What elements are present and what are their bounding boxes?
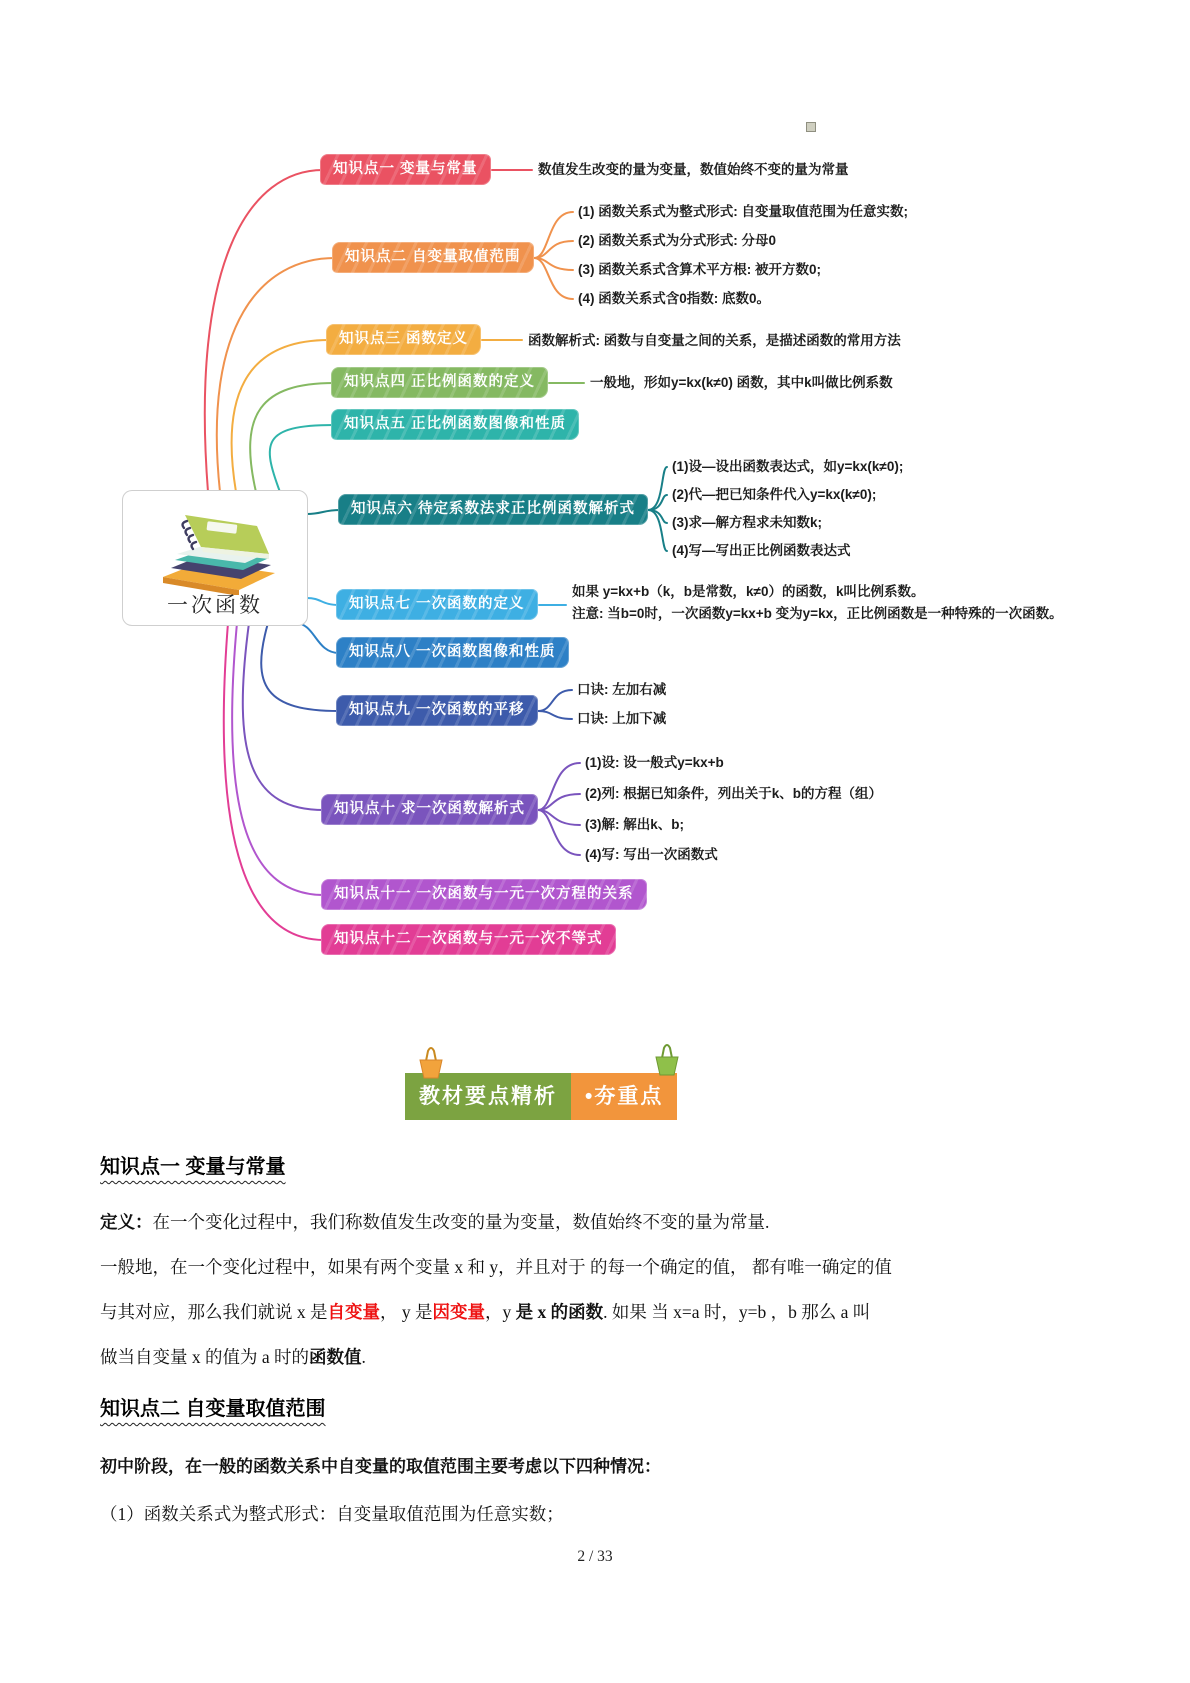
content-sections — [100, 1150, 1092, 1537]
mindmap-node: 知识点八 一次函数图像和性质 — [336, 637, 569, 668]
text-segment: （1）函数关系式为整式形式：自变量取值范围为任意实数； — [100, 1504, 564, 1524]
paragraph — [100, 1200, 1092, 1245]
mindmap-node: 知识点十二 一次函数与一元一次不等式 — [321, 924, 616, 955]
text-segment: 是 x 的函数 — [515, 1302, 604, 1322]
text-segment: 因变量 — [432, 1302, 485, 1322]
mindmap-node-detail: 如果 y=kx+b（k，b是常数，k≠0）的函数，k叫比例系数。 — [572, 584, 925, 599]
mindmap-node-detail: (4)写: 写出一次函数式 — [585, 847, 718, 862]
mindmap-node: 知识点九 一次函数的平移 — [336, 695, 538, 726]
text-segment: 做当自变量 x 的值为 a 时的 — [100, 1347, 310, 1367]
mindmap-node-detail: (2)列: 根据已知条件，列出关于k、b的方程（组） — [585, 786, 882, 801]
mindmap-node-detail: (4) 函数关系式含0指数: 底数0。 — [578, 291, 771, 306]
embedded-object-marker — [806, 122, 816, 132]
text-segment: ， y 是 — [380, 1302, 433, 1322]
text-segment: . 如果 当 x=a 时，y=b ，b 那么 a 叫 — [603, 1302, 871, 1322]
mindmap-node-detail: 函数解析式: 函数与自变量之间的关系，是描述函数的常用方法 — [528, 333, 901, 348]
mindmap-node-detail: (3)解: 解出k、b; — [585, 817, 684, 832]
mindmap-node-detail: (2) 函数关系式为分式形式: 分母0 — [578, 233, 777, 248]
mindmap-node-detail: (1)设: 设一般式y=kx+b — [585, 755, 724, 770]
paragraph — [100, 1335, 1092, 1380]
section-gap — [100, 1380, 1092, 1392]
mindmap-node: 知识点十 求一次函数解析式 — [321, 794, 538, 825]
text-segment: . — [361, 1347, 366, 1367]
mindmap-node-detail: (1) 函数关系式为整式形式: 自变量取值范围为任意实数; — [578, 204, 908, 219]
text-segment: ，y — [485, 1302, 516, 1322]
mindmap-node: 知识点七 一次函数的定义 — [336, 589, 538, 620]
page-number: 2 / 33 — [577, 1548, 613, 1565]
mindmap-node-detail: (3) 函数关系式含算术平方根: 被开方数0; — [578, 262, 821, 277]
mindmap-node: 知识点一 变量与常量 — [320, 154, 491, 185]
banner-left-text: 教材要点精析 — [405, 1073, 571, 1120]
paragraph — [100, 1442, 1092, 1492]
paragraph — [100, 1245, 1092, 1290]
mindmap-node-detail: 注意: 当b=0时，一次函数y=kx+b 变为y=kx，正比例函数是一种特殊的一次函数。 — [572, 606, 1063, 621]
mindmap-node: 知识点六 待定系数法求正比例函数解析式 — [338, 494, 648, 525]
mindmap-node-detail: 口诀: 左加右减 — [577, 682, 667, 697]
mindmap-node-detail: 一般地，形如y=kx(k≠0) 函数，其中k叫做比例系数 — [590, 375, 893, 390]
mindmap-node: 知识点四 正比例函数的定义 — [331, 367, 548, 398]
section-heading: 知识点一 变量与常量 — [100, 1156, 286, 1178]
banner-right-text: •夯重点 — [571, 1073, 677, 1120]
text-segment: 定义： — [100, 1212, 153, 1232]
mindmap-node-detail: (1)设—设出函数表达式，如y=kx(k≠0); — [672, 459, 904, 474]
mindmap-root-label: 一次函数 — [167, 594, 263, 617]
mindmap-node-detail: 数值发生改变的量为变量，数值始终不变的量为常量 — [538, 162, 849, 177]
mindmap-root-node — [122, 490, 308, 626]
text-segment: 在一个变化过程中，我们称数值发生改变的量为变量，数值始终不变的量为常量. — [152, 1212, 770, 1232]
paragraph — [100, 1290, 1092, 1335]
section-heading: 知识点二 自变量取值范围 — [100, 1398, 326, 1420]
mindmap-node: 知识点十一 一次函数与一元一次方程的关系 — [321, 879, 647, 910]
text-segment: 自变量 — [327, 1302, 380, 1322]
text-segment: 初中阶段，在一般的函数关系中自变量的取值范围主要考虑以下四种情况： — [100, 1457, 661, 1476]
books-illustration — [147, 499, 285, 595]
binder-clip-orange-icon — [414, 1046, 448, 1084]
binder-clip-green-icon — [650, 1043, 684, 1081]
text-segment: 与其对应，那么我们就说 x 是 — [100, 1302, 328, 1322]
mindmap-node: 知识点五 正比例函数图像和性质 — [331, 409, 579, 440]
mindmap-node-detail: 口诀: 上加下减 — [577, 711, 667, 726]
mindmap-node-detail: (2)代—把已知条件代入y=kx(k≠0); — [672, 487, 877, 502]
paragraph — [100, 1492, 1092, 1537]
text-segment: 函数值 — [309, 1347, 362, 1367]
mindmap-node: 知识点三 函数定义 — [326, 324, 481, 355]
mindmap-node-detail: (4)写—写出正比例函数表达式 — [672, 543, 851, 558]
text-segment: 一般地，在一个变化过程中，如果有两个变量 x 和 y，并且对于 的每一个确定的值， 都有唯一确定的值 — [100, 1257, 892, 1277]
mindmap-node-detail: (3)求—解方程求未知数k; — [672, 515, 823, 530]
mindmap-node: 知识点二 自变量取值范围 — [332, 242, 534, 273]
